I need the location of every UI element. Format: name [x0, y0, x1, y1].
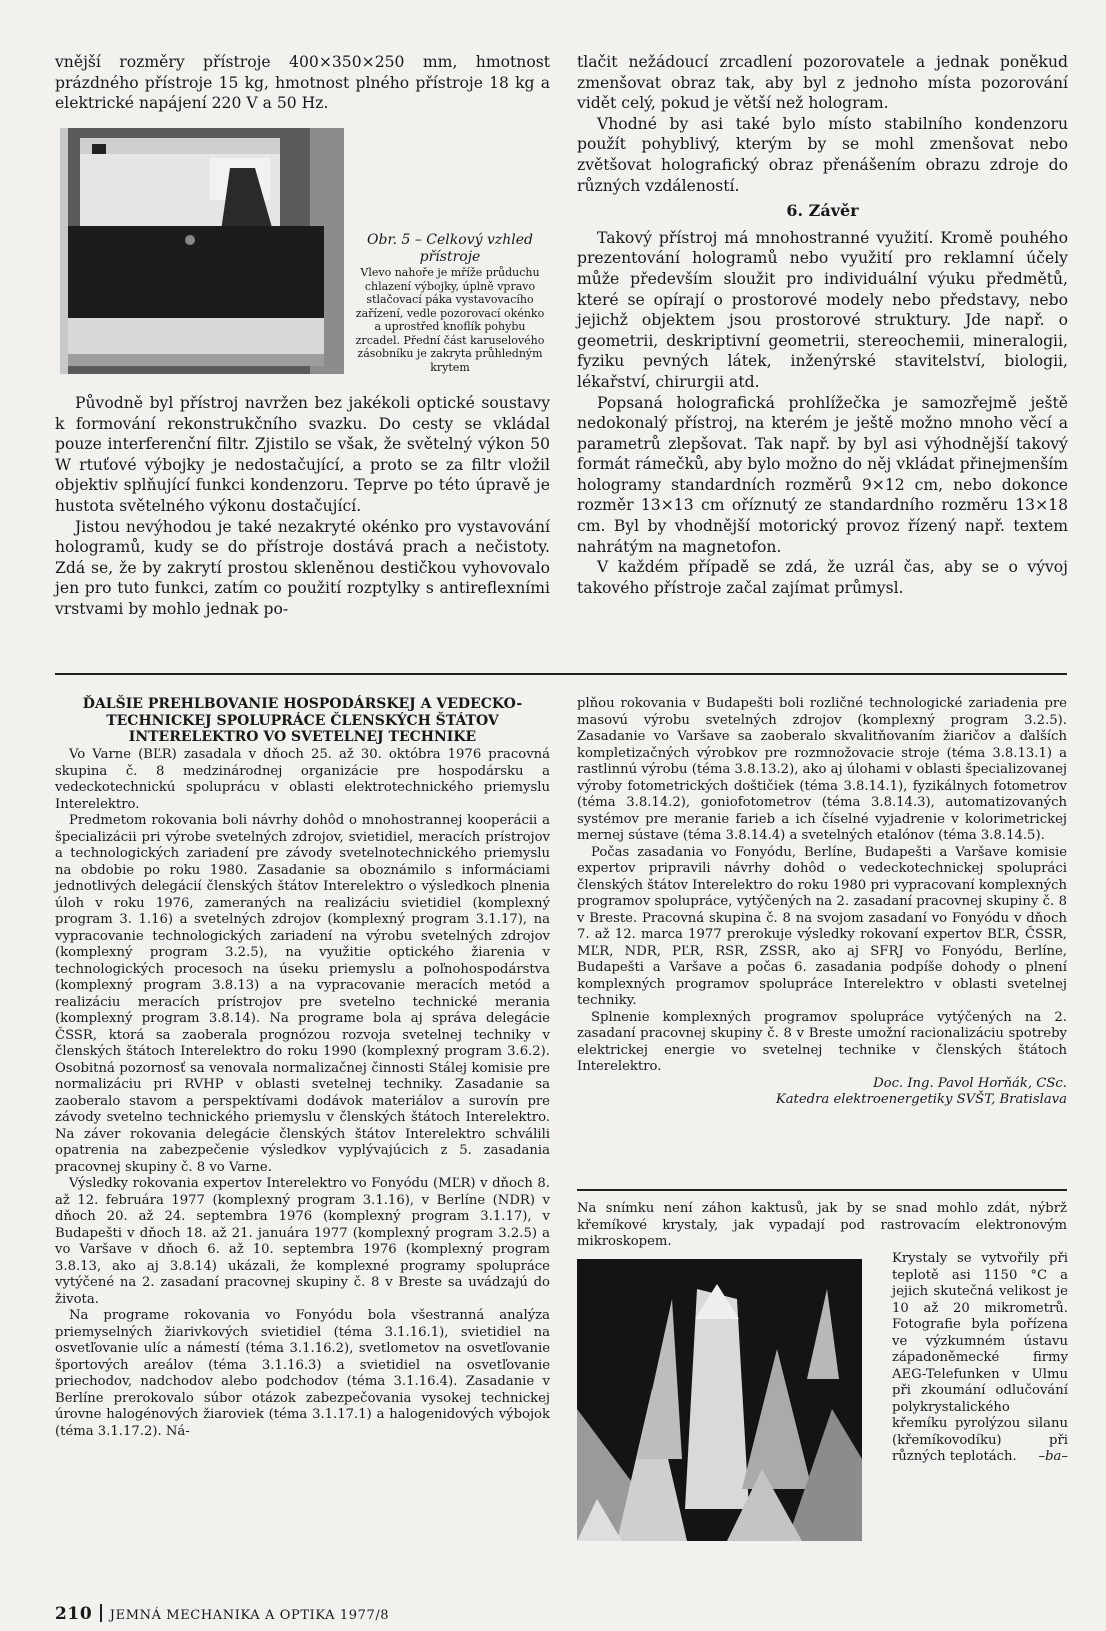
article1-paragraph: V každém případě se zdá, že uzrál čas, aby se o vývoj takového přístroje začal zajímat průmysl.: [577, 558, 1068, 597]
article2-paragraph: Vo Varne (BĽR) zasadala v dňoch 25. až 30. októbra 1976 pracovná skupina č. 8 medzinárodnej organizácie pre hospodársku a vedeckotechnickú spoluprácu v oblasti elektrotechnického priemyslu Interelektro.: [55, 747, 550, 812]
article1-right-column: [577, 52, 1068, 598]
article2-paragraph: Na programe rokovania vo Fonyódu bola všestranná analýza priemyselných žiarivkových svietidiel (téma 3.1.16.1), svietidiel na osvetľovanie ulíc a námestí (téma 3.1.16.2), svetlometov na osvetľovanie športových areálov (téma 3.1.16.3) a svietidiel na osvetľovanie priechodov, nadchodov alebo podchodov (téma 3.1.16.4). Zasadanie v Berlíne prerokovalo súbor otázok zabezpečovania vysokej technickej úrovne halogénových žiaroviek (téma 3.1.17.1) a halogenidových výbojok (téma 3.1.17.2). Ná-: [55, 1308, 550, 1439]
author-affiliation: Katedra elektroenergetiky SVŠT, Bratislava: [775, 1092, 1067, 1107]
crystal-note-intro: [577, 1201, 1067, 1251]
figure-5-caption: [352, 232, 548, 374]
article2-paragraph: plňou rokovania v Budapešti boli rozličné technologické zariadenia pre masovú výrobu svetelných zdrojov (komplexný program 3.2.5). Zasadanie vo Varšave sa zaoberalo skvalitňovaním žiaričov a ďalších kompletizačných výrobkov pre rozmnožovacie stroje (téma 3.8.13.1) a rastlinnú výrobu (téma 3.8.13.2), ako aj úlohami v oblasti špecializovanej výroby fotometrických doštičiek (téma 3.8.14.1), fyzikálnych fotometrov (téma 3.8.14.2), goniofotometrov (téma 3.8.14.3), automatizovaných systémov pre meranie farieb a ich číselné vyjadrenie v kolorimetrickej mernej sústave (téma 3.8.14.4) a svetelných etalónov (téma 3.8.14.5).: [577, 696, 1067, 843]
article1-paragraph: Vhodné by asi také bylo místo stabilního kondenzoru použít pohyblivý, kterým by se mohl zmenšovat nebo zvětšovat holografický obraz přenášením obrazu zdroje do různých vzdáleností.: [577, 114, 1068, 195]
note-divider: [577, 1189, 1067, 1191]
footer-separator: [100, 1604, 102, 1622]
article1-paragraph: Jistou nevýhodou je také nezakryté okénko pro vystavování hologramů, kudy se do přístroje dostává prach a nečistoty. Zdá se, že by zakrytí prostou skleněnou destičkou vyhovovalo jen pro tuto funkci, zatím co použití rozptylky s antireflexními vrstvami by mohlo jednak po-: [55, 517, 550, 618]
journal-name: JEMNÁ MECHANIKA A OPTIKA 1977/8: [109, 1608, 390, 1623]
silicon-crystals-photo: [577, 1259, 862, 1541]
page-footer: [55, 1604, 389, 1624]
page-number: 210: [55, 1604, 93, 1624]
article2-paragraph: Splnenie komplexných programov spolupráce vytýčených na 2. zasadaní pracovnej skupiny č. 8 v Breste umožní racionalizáciu spotreby elektrickej energie vo svetelnej technike v členských štátoch Interelektro.: [577, 1009, 1067, 1074]
article1-paragraph: Takový přístroj má mnohostranné využití. Kromě pouhého prezentování hologramů nebo využití pro reklamní účely může především sloužit pro individuální výuku předmětů, které se opírají o prostorové modely nebo představy, nebo jejichž objektem jsou prostorové struktury. Jde např. o geometrii, deskriptivní geometrii, stereochemii, mineralogii, fyziku pevných látek, inženýrské stavitelství, biologii, lékařství, chirurgii atd.: [577, 228, 1068, 391]
section-divider: [55, 673, 1067, 675]
figure-caption-text: Vlevo nahoře je mříže průduchu chlazení výbojky, úplně vpravo stlačovací páka vystavovacího zařízení, vedle pozorovací okénko a uprostřed knoflík pohybu zrcadel. Přední část karuselového zásobníku je zakryta průhledným krytem: [355, 266, 545, 374]
article2-paragraph: Výsledky rokovania expertov Interelektro vo Fonyódu (MĽR) v dňoch 8. až 12. februára 1977 (komplexný program 3.1.16), v Berlíne (NDR) v dňoch 20. až 24. septembra 1976 (komplexný program 3.1.17), v Budapešti v dňoch 18. až 21. januára 1977 (komplexný program 3.2.5) a vo Varšave v dňoch 6. až 10. septembra 1976 (komplexný program 3.8.13, ako aj 3.8.14) ukázali, že komplexné programy spolupráce vytýčené na 2. zasadaní pracovnej skupiny č. 8 v Breste sa uvádzajú do života.: [55, 1176, 550, 1307]
note-author: –ba–: [1038, 1449, 1068, 1464]
article1-opening: [55, 52, 550, 114]
article1-paragraph: Popsaná holografická prohlížečka je samozřejmě ještě nedokonalý přístroj, na kterém je ještě možno mnoho věcí a parametrů zlepšovat. Tak např. by byl asi výhodnější takový formát rámečků, aby bylo možno do něj vkládat přinejmenším hologramy standardních rozměrů 9×12 cm, nebo dokonce rozměr 13×13 cm oříznutý ze standardního rozměru 13×18 cm. Byl by vhodnější motorický provoz řízený např. textem nahrátým na magnetofon.: [577, 393, 1068, 556]
article1-paragraph: tlačit nežádoucí zrcadlení pozorovatele a jednak poněkud zmenšovat obraz tak, aby byl z jednoho místa pozorování vidět celý, pokud je větší než hologram.: [577, 53, 1068, 113]
article1-paragraph: Původně byl přístroj navržen bez jakékoli optické soustavy k formování rekonstrukčního svazku. Do cesty se vkládal pouze interferenční filtr. Zjistilo se však, že světelný výkon 50 W rtuťové výbojky je nedostačující, a proto se za filtr vložil objektiv splňující funkci kondenzoru. Teprve po této úpravě je hustota světelného výkonu dostačující.: [55, 394, 550, 515]
figure-caption-title: Obr. 5 – Celkový vzhled přístroje: [367, 232, 533, 265]
section-heading: 6. Závěr: [786, 201, 859, 221]
article2-paragraph: Predmetom rokovania boli návrhy dohôd o mnohostrannej kooperácii a špecializácii pri výrobe svetelných zdrojov, svietidiel, meracích prístrojov a technologických zariadení pre závody svetelnotechnického priemyslu na obdobie po roku 1980. Zasadanie sa oboznámilo s informáciami jednotlivých delegácií členských štátov Interelektro o výsledkoch plnenia úloh v roku 1976, zameraných na realizáciu svietidiel (komplexný program 3. 1.16) a svetelných zdrojov (komplexný program 3.1.17), na vypracovanie technologických zariadení na výrobu svetelných zdrojov (komplexný program 3.2.5), na využitie optického žiarenia v technologických procesoch na úseku priemyslu a poľnohospodárstva (komplexný program 3.8.13) a na vypracovanie meracích metód a realizáciu meracích prístrojov pre svetelno technické merania (komplexný program 3.8.14). Na programe bola aj správa delegácie ČSSR, ktorá sa zaoberala prognózou rozvoja svetelnej techniky v členských štátoch Interelektro do roku 1990 (komplexný program 3.6.2). Osobitná pozornosť sa venovala normalizačnej činnosti Stálej komisie pre normalizáciu pri RVHP v oblasti svetelnej techniky. Zasadanie sa zaoberalo stavom a perspektívami dodávok materiálov a surovín pre závody svetelno technického priemyslu v členských štátoch Interelektro. Na záver rokovania delegácie členských štátov Interelektro schválili opatrenia na zabezpečenie výsledkov vyplývajúcich z 5. zasadania pracovnej skupiny č. 8 vo Varne.: [55, 813, 550, 1175]
article1-paragraph: vnější rozměry přístroje 400×350×250 mm, hmotnost prázdného přístroje 15 kg, hmotnost plného přístroje 18 kg a elektrické napájení 220 V a 50 Hz.: [55, 53, 550, 113]
article2-left-column: [55, 747, 550, 1440]
crystal-note-body: [892, 1251, 1068, 1466]
article2-right-column: [577, 696, 1067, 1109]
device-photo: [60, 128, 344, 374]
author-name: Doc. Ing. Pavol Horňák, CSc.: [873, 1075, 1067, 1091]
note-text: Na snímku není záhon kaktusů, jak by se snad mohlo zdát, nýbrž křemíkové krystaly, jak vypadají pod rastrovacím elektronovým mikroskopem.: [577, 1201, 1067, 1249]
note-text: [892, 1251, 1068, 1466]
article1-left-column: [55, 393, 550, 620]
article2-paragraph: Počas zasadania vo Fonyódu, Berlíne, Budapešti a Varšave komisie expertov pripravili návrhy dohôd o vedeckotechnickej spolupráci členských štátov Interelektro do roku 1980 pri vypracovaní komplexných programov spolupráce, vytýčených na 2. zasadaní pracovnej skupiny č. 8 v Breste. Pracovná skupina č. 8 na svojom zasadaní vo Fonyódu v dňoch 7. až 12. marca 1977 prerokuje výsledky rokovaní expertov BĽR, ČSSR, MĽR, NDR, PĽR, RSR, ZSSR, ako aj SFRJ vo Fonyódu, Berlíne, Budapešti a Varšave a počas 6. zasadania podpíše dohody o plnení komplexných programov spolupráce Interelektro v oblasti svetelnej techniky.: [577, 844, 1067, 1008]
article2-headline: ĎALŠIE PREHLBOVANIE HOSPODÁRSKEJ A VEDECKO-TECHNICKEJ SPOLUPRÁCE ČLENSKÝCH ŠTÁTOV INTERELEKTRO VO SVETELNEJ TECHNIKE: [82, 696, 523, 745]
note-body-text: Krystaly se vytvořily při teplotě asi 1150 °C a jejich skutečná velikost je 10 až 20 mikrometrů. Fotografie byla pořízena ve výzkumném ústavu západoněmecké firmy AEG-Telefunken v Ulmu při zkoumání odlučování polykrystalického křemíku pyrolýzou silanu (křemíkovodíku) při různých teplotách.: [892, 1251, 1068, 1464]
